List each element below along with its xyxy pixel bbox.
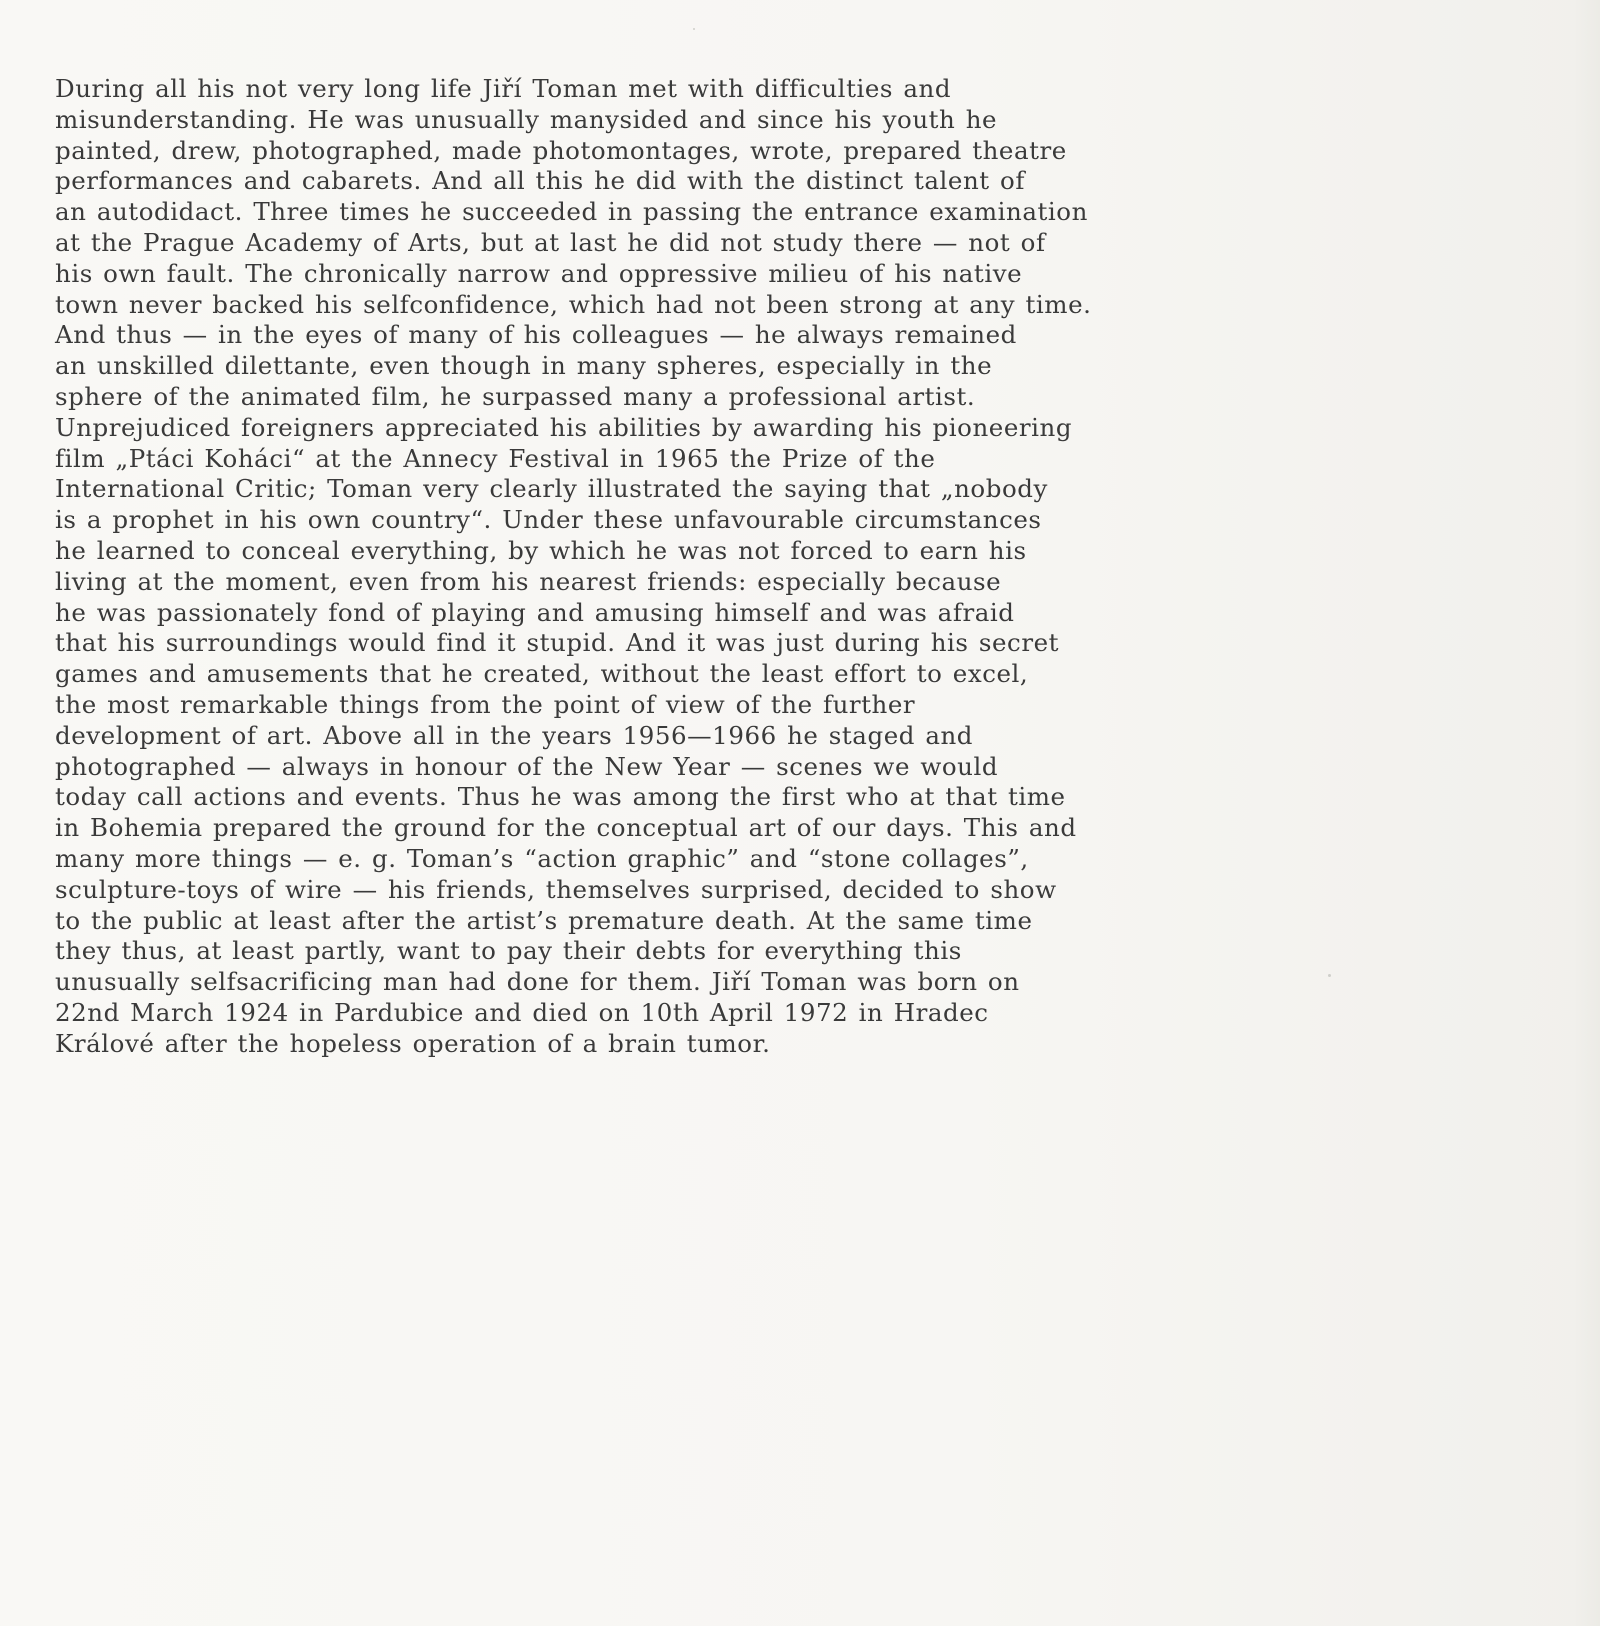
text-line: Unprejudiced foreigners appreciated his abilities by awarding his pioneering [55,412,1073,442]
text-line: today call actions and events. Thus he was among the first who at that time [55,782,1066,812]
text-line: sphere of the animated film, he surpassed many a professional artist. [55,381,976,411]
text-line: the most remarkable things from the point of view of the further [55,689,916,719]
text-line: And thus — in the eyes of many of his colleagues — he always remained [55,320,1017,350]
text-line: painted, drew, photographed, made photomontages, wrote, prepared theatre [55,135,1067,165]
text-line: 22nd March 1924 in Pardubice and died on 10th April 1972 in Hradec [55,997,989,1027]
text-line: many more things — e. g. Toman’s “action graphic” and “stone collages”, [55,843,1029,873]
text-line: living at the moment, even from his nearest friends: especially because [55,566,1002,596]
text-line: his own fault. The chronically narrow and oppressive milieu of his native [55,258,1023,288]
text-line: film „Ptáci Koháci“ at the Annecy Festival in 1965 the Prize of the [55,443,936,473]
text-line: During all his not very long life Jiří Toman met with difficulties and [55,74,952,103]
body-text [55,74,1165,1060]
text-line: development of art. Above all in the years 1956—1966 he staged and [55,720,974,750]
paper-speck [693,28,695,30]
text-line: International Critic; Toman very clearly illustrated the saying that „nobody [55,474,1048,504]
text-line: in Bohemia prepared the ground for the conceptual art of our days. This and [55,813,1077,843]
text-line: Králové after the hopeless operation of a brain tumor. [55,1028,771,1058]
page-edge-shadow [1572,0,1600,1626]
text-line: unusually selfsacrificing man had done for them. Jiří Toman was born on [55,967,1020,997]
text-line: misunderstanding. He was unusually manysided and since his youth he [55,104,998,134]
text-line: photographed — always in honour of the New Year — scenes we would [55,751,999,781]
text-line: that his surroundings would find it stupid. And it was just during his secret [55,628,1060,658]
text-line: performances and cabarets. And all this he did with the distinct talent of [55,166,1025,196]
text-line: games and amusements that he created, without the least effort to excel, [55,659,1029,689]
text-line: to the public at least after the artist’s premature death. At the same time [55,905,1033,935]
text-line: he was passionately fond of playing and amusing himself and was afraid [55,597,1015,627]
paper-speck [1328,974,1331,977]
text-line: sculpture-toys of wire — his friends, themselves surprised, decided to show [55,874,1057,904]
text-line: an autodidact. Three times he succeeded in passing the entrance examination [55,197,1088,227]
text-line: at the Prague Academy of Arts, but at last he did not study there — not of [55,227,1046,257]
text-line: they thus, at least partly, want to pay their debts for everything this [55,936,962,966]
text-line: an unskilled dilettante, even though in many spheres, especially in the [55,351,993,381]
text-line: town never backed his selfconfidence, which had not been strong at any time. [55,289,1092,319]
text-line: he learned to conceal everything, by which he was not forced to earn his [55,535,1027,565]
text-line: is a prophet in his own country“. Under these unfavourable circumstances [55,505,1042,535]
